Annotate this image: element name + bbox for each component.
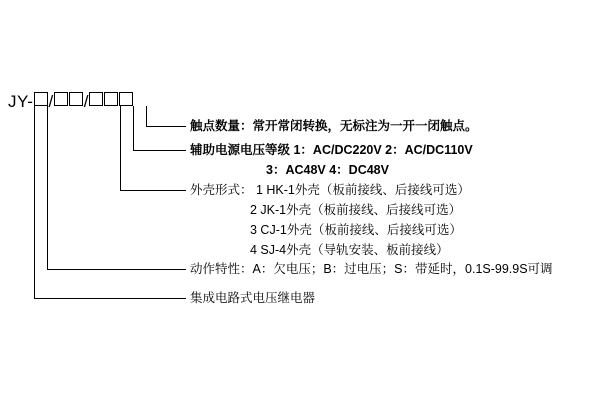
code-box-2: [54, 92, 68, 106]
callout-auxiliary-voltage-line-1: 辅助电源电压等级 1：AC/DC220V 2：AC/DC110V: [190, 143, 473, 157]
callout-product-name-line-1: 集成电路式电压继电器: [190, 291, 316, 305]
model-code: [8, 92, 134, 110]
code-box-3: [69, 92, 83, 106]
code-box-6: [119, 92, 133, 106]
leader-vline-shell-type: [120, 106, 121, 190]
leader-hline-auxiliary-voltage: [133, 150, 186, 151]
callout-auxiliary-voltage-line-2: 3：AC48V 4：DC48V: [266, 163, 389, 177]
model-code-sep-2: /: [83, 92, 89, 111]
leader-vline-auxiliary-voltage: [133, 106, 134, 150]
callout-shell-type-line-2: 2 JK-1外壳（板前接线、后接线可选）: [250, 203, 462, 217]
callout-product-name: [190, 288, 315, 308]
leader-hline-product-name: [34, 298, 186, 299]
code-box-1: [34, 92, 48, 106]
callout-shell-type-line-4: 4 SJ-4外壳（导轨安装、板前接线）: [250, 243, 449, 257]
callout-auxiliary-voltage: [190, 140, 473, 180]
callout-shell-type: [190, 180, 470, 260]
callout-shell-type-line-1: 外壳形式： 1 HK-1外壳（板前接线、后接线可选）: [190, 183, 470, 197]
callout-contact-quantity-line-1: 触点数量：常开常闭转换，无标注为一开一闭触点。: [190, 119, 478, 133]
callout-contact-quantity: [190, 116, 478, 136]
model-code-sep-1: /: [48, 92, 54, 111]
callout-action-characteristic: [190, 259, 553, 279]
callout-action-characteristic-line-1: 动作特性：A：欠电压；B：过电压；S：带延时，0.1S-99.9S可调: [190, 262, 553, 276]
model-code-prefix: JY-: [8, 92, 34, 111]
leader-hline-contact-quantity: [146, 126, 186, 127]
code-box-4: [89, 92, 103, 106]
leader-vline-contact-quantity: [146, 106, 147, 126]
leader-vline-product-name: [34, 106, 35, 298]
code-box-5: [104, 92, 118, 106]
leader-hline-action-characteristic: [47, 269, 186, 270]
callout-shell-type-line-3: 3 CJ-1外壳（板前接线、后接线可选）: [250, 223, 462, 237]
leader-vline-action-characteristic: [47, 106, 48, 269]
leader-hline-shell-type: [120, 190, 186, 191]
